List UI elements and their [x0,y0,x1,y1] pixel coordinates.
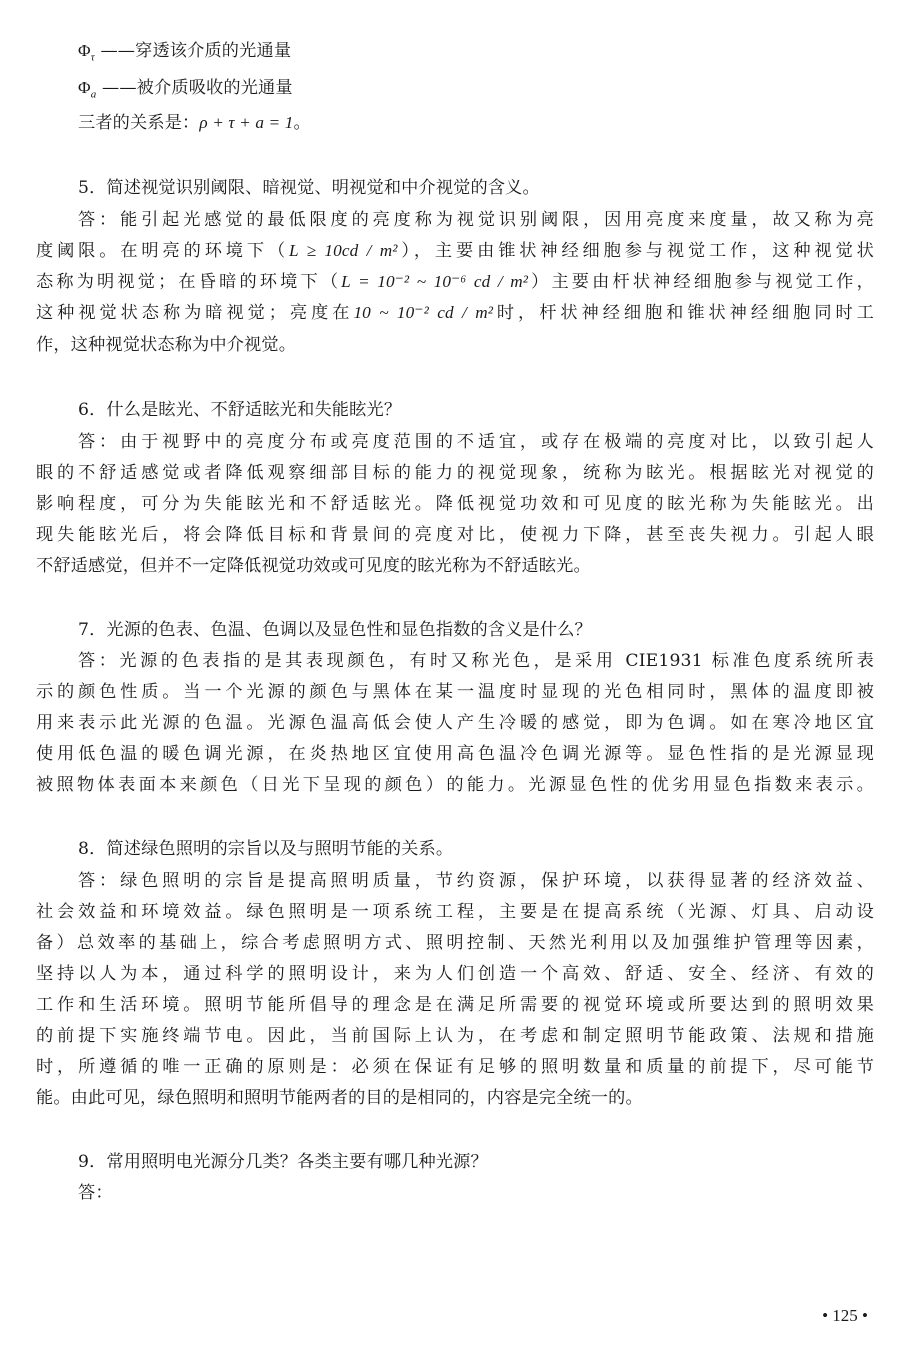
q5-formula-3: 10 ~ 10⁻² cd / m² [353,303,494,322]
q9-question: 9．常用照明电光源分几类？各类主要有哪几种光源？ [78,1152,488,1172]
q5-question: 5．简述视觉识别阈限、暗视觉、明视觉和中介视觉的含义。 [78,178,540,198]
def-a-text: ——被介质吸收的光通量 [102,78,293,98]
relation-line [78,108,874,138]
q8-answer-line-5: 工作和生活环境。照明节能所倡导的理念是在满足所需要的视觉环境或所要达到的照明效果 [36,995,874,1015]
q5-answer-line-1: 答：能引起光感觉的最低限度的亮度称为视觉识别阈限，因用亮度来度量，故又称为亮 [78,210,874,230]
def-tau-text: ——穿透该介质的光通量 [100,41,292,61]
q6-question: 6．什么是眩光、不舒适眩光和失能眩光？ [78,400,402,420]
q7-answer-line-1: 答：光源的色表指的是其表现颜色，有时又称光色，是采用 CIE1931 标准色度系统所表 [78,651,874,671]
page-number: • 125 • [822,1306,868,1325]
q7-answer-line-3: 用来表示此光源的色温。光源色温高低会使人产生冷暖的感觉，即为色调。如在寒冷地区宜 [36,713,874,733]
relation-end: 。 [293,113,311,133]
q5-formula-1: L ≥ 10cd / m² [289,241,398,260]
q6-answer-line-1: 答：由于视野中的亮度分布或亮度范围的不适宜，或存在极端的亮度对比，以致引起人 [78,432,874,452]
q8-answer-line-7: 时，所遵循的唯一正确的原则是：必须在保证有足够的照明数量和质量的前提下，尽可能节 [36,1057,874,1077]
q8-answer-line-8: 能。由此可见，绿色照明和照明节能两者的目的是相同的，内容是完全统一的。 [36,1088,643,1108]
q9-answer: 答： [78,1183,113,1203]
q7-question: 7．光源的色表、色温、色调以及显色性和显色指数的含义是什么？ [78,620,592,640]
q5-answer-line-5: 作，这种视觉状态称为中介视觉。 [36,335,297,355]
def-tau: $\Phi_\tau$ ——穿透该介质的光通量 [78,41,292,64]
q7-answer-line-5: 被照物体表面本来颜色（日光下呈现的颜色）的能力。光源显色性的优劣用显色指数来表示。 [36,775,874,795]
q5-answer-line-4: 这种视觉状态称为暗视觉；亮度在10 ~ 10⁻² cd / m²时，杆状神经细胞和锥状神经细胞同时工 [36,303,874,323]
q7-answer-line-4: 使用低色温的暖色调光源，在炎热地区宜使用高色温冷色调光源等。显色性指的是光源显现 [36,744,874,764]
relation-equation: ρ + τ + a = 1 [199,113,294,132]
q7-answer-line-2: 示的颜色性质。当一个光源的颜色与黑体在某一温度时显现的光色相同时，黑体的温度即被 [36,682,874,702]
q6-answer-line-4: 现失能眩光后，将会降低目标和背景间的亮度对比，使视力下降，甚至丧失视力。引起人眼 [36,525,874,545]
q5-answer-line-3: 态称为明视觉；在昏暗的环境下（L = 10⁻² ~ 10⁻⁶ cd / m²）主要由杆状神经细胞参与视觉工作， [36,272,874,292]
q8-answer-line-2: 社会效益和环境效益。绿色照明是一项系统工程，主要是在提高系统（光源、灯具、启动设 [36,902,874,922]
q8-answer-line-3: 备）总效率的基础上，综合考虑照明方式、照明控制、天然光利用以及加强维护管理等因素， [36,933,874,953]
q6-answer-line-3: 影响程度，可分为失能眩光和不舒适眩光。降低视觉功效和可见度的眩光称为失能眩光。出 [36,494,874,514]
q8-answer-line-6: 的前提下实施终端节电。因此，当前国际上认为，在考虑和制定照明节能政策、法规和措施 [36,1026,874,1046]
q8-answer-line-1: 答：绿色照明的宗旨是提高照明质量，节约资源，保护环境，以获得显著的经济效益、 [78,871,874,891]
q5-answer-line-2: 度阈限。在明亮的环境下（L ≥ 10cd / m²），主要由锥状神经细胞参与视觉工作，这种视觉状 [36,241,874,261]
q8-question: 8．简述绿色照明的宗旨以及与照明节能的关系。 [78,839,454,859]
relation-prefix: 三者的关系是： [78,113,200,133]
q6-answer-line-5: 不舒适感觉，但并不一定降低视觉功效或可见度的眩光称为不舒适眩光。 [36,556,591,576]
q8-answer-line-4: 坚持以人为本，通过科学的照明设计，来为人们创造一个高效、舒适、安全、经济、有效的 [36,964,874,984]
def-a: $\Phi_a$ ——被介质吸收的光通量 [78,78,293,101]
q6-answer-line-2: 眼的不舒适感觉或者降低观察细部目标的能力的视觉现象，统称为眩光。根据眩光对视觉的 [36,463,874,483]
q5-formula-2: L = 10⁻² ~ 10⁻⁶ cd / m² [341,272,529,291]
